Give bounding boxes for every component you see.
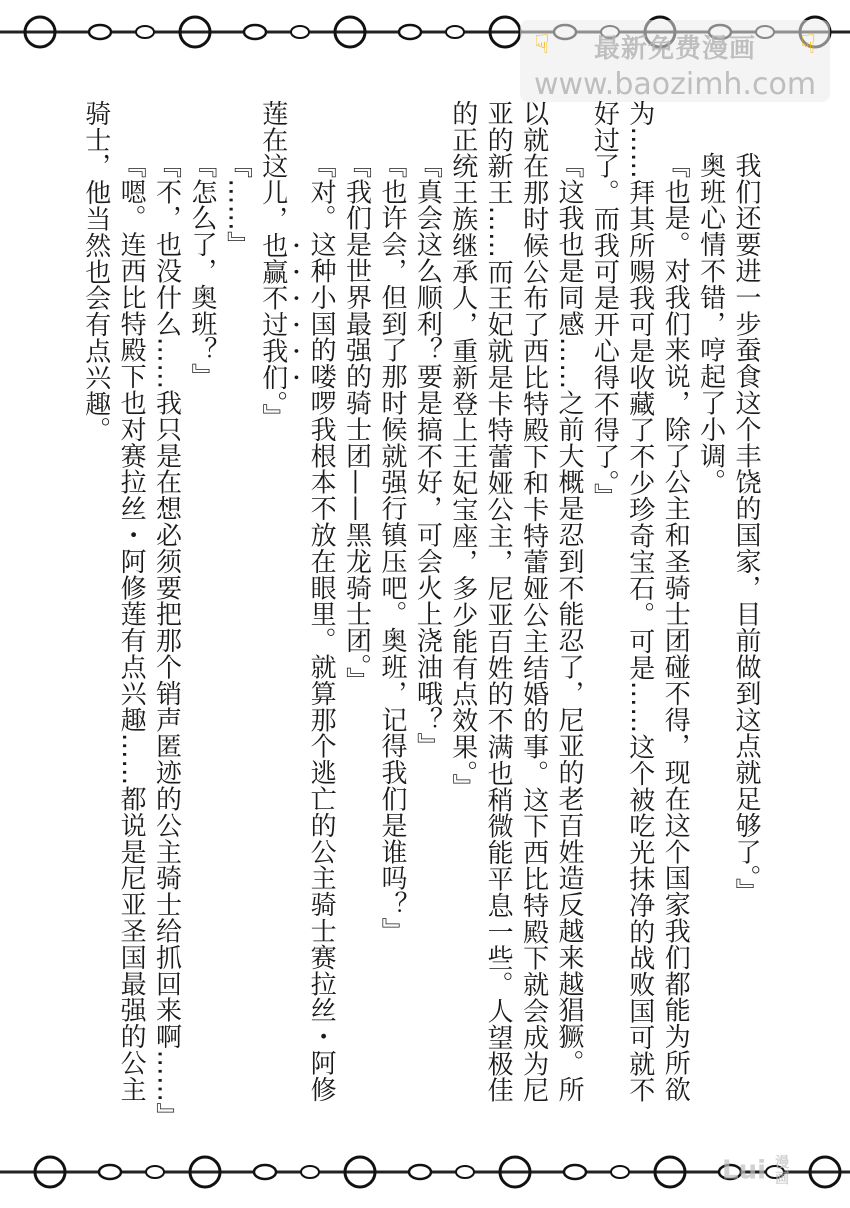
- text-column: 『也许会，但到了那时候就强行镇压吧。奥班，记得我们是谁吗？』: [376, 152, 407, 944]
- text-segment: 莲在这儿，: [257, 100, 288, 232]
- emphasized-text: 也赢不过我们: [257, 232, 288, 391]
- pointing-hand-icon: ☟: [800, 30, 816, 60]
- novel-text-body: [77, 100, 763, 1129]
- chain-link: [254, 1165, 276, 1179]
- text-column: 『对。这种小国的喽啰我根本不放在眼里。就算那个逃亡的公主骑士赛拉丝・阿修: [306, 152, 337, 1103]
- text-column: 的正统王族继承人，重新登上王妃宝座，多少能有点效果。』: [447, 100, 478, 800]
- text-column: [254, 100, 302, 1110]
- bottom-logo-text: Lui: [722, 1155, 766, 1186]
- chain-link: [446, 26, 464, 38]
- bottom-logo: [722, 1155, 791, 1187]
- text-column: 奥班心情不错，哼起了小调。: [695, 152, 726, 496]
- watermark-title: 最新免费漫画: [593, 34, 756, 64]
- watermark-url: www.baozimh.com: [533, 67, 817, 102]
- text-column: 骑士，他当然也会有点兴趣。: [80, 100, 111, 444]
- text-column: 『这我也是同感……之前大概是忍到不能忍了，尼亚的老百姓造反越来越猖獗。所: [553, 152, 584, 1103]
- chain-link: [136, 26, 154, 38]
- text-column: 『我们是世界最强的骑士团——黑龙骑士团。』: [341, 152, 372, 694]
- chain-link: [611, 1166, 629, 1178]
- chain-link: [409, 1165, 431, 1179]
- chain-link: [301, 1166, 319, 1178]
- text-column: 以就在那时候公布了西比特殿下和卡特蕾娅公主结婚的事。这下西比特殿下就会成为尼: [518, 100, 549, 1104]
- text-column: 好过了。而我可是开心得不得了。』: [589, 100, 620, 510]
- chain-link: [564, 1165, 586, 1179]
- text-column: 『不，也没什么……我只是在想必须要把那个销声匿迹的公主骑士给抓回来啊……』: [151, 152, 182, 1129]
- text-column: 我们还要进一步蚕食这个丰饶的国家，目前做到这点就足够了。』: [731, 152, 761, 905]
- chain-link: [456, 1166, 474, 1178]
- chain-link: [89, 25, 111, 39]
- pointing-hand-icon: ☟: [534, 30, 550, 60]
- text-column: 『真会这么顺利？要是搞不好，可会火上浇油哦？』: [412, 152, 443, 760]
- text-column: 为……拜其所赐我可是收藏了不少珍奇宝石。可是……这个被吃光抹净的战败国可就不: [624, 100, 655, 1104]
- text-column: 『……』: [222, 152, 253, 258]
- text-column: 『也是。对我们来说，除了公主和圣骑士团碰不得，现在这个国家我们都能为所欲: [660, 152, 691, 1103]
- site-watermark: [520, 20, 830, 102]
- chain-link: [146, 1166, 164, 1178]
- text-column: 『嗯。连西比特殿下也对赛拉丝・阿修莲有点兴趣……都说是尼亚圣国最强的公主: [116, 152, 147, 1103]
- chain-link: [399, 25, 421, 39]
- chain-link: [244, 25, 266, 39]
- text-segment: 。』: [257, 390, 288, 431]
- text-column: 『怎么了，奥班？』: [186, 152, 217, 390]
- bottom-logo-small: 漫画: [775, 1155, 790, 1187]
- chain-link: [99, 1165, 121, 1179]
- text-column: 亚的新王……而王妃就是卡特蕾娅公主，尼亚百姓的不满也稍微能平息一些。人望极佳: [483, 100, 514, 1104]
- chain-link: [291, 26, 309, 38]
